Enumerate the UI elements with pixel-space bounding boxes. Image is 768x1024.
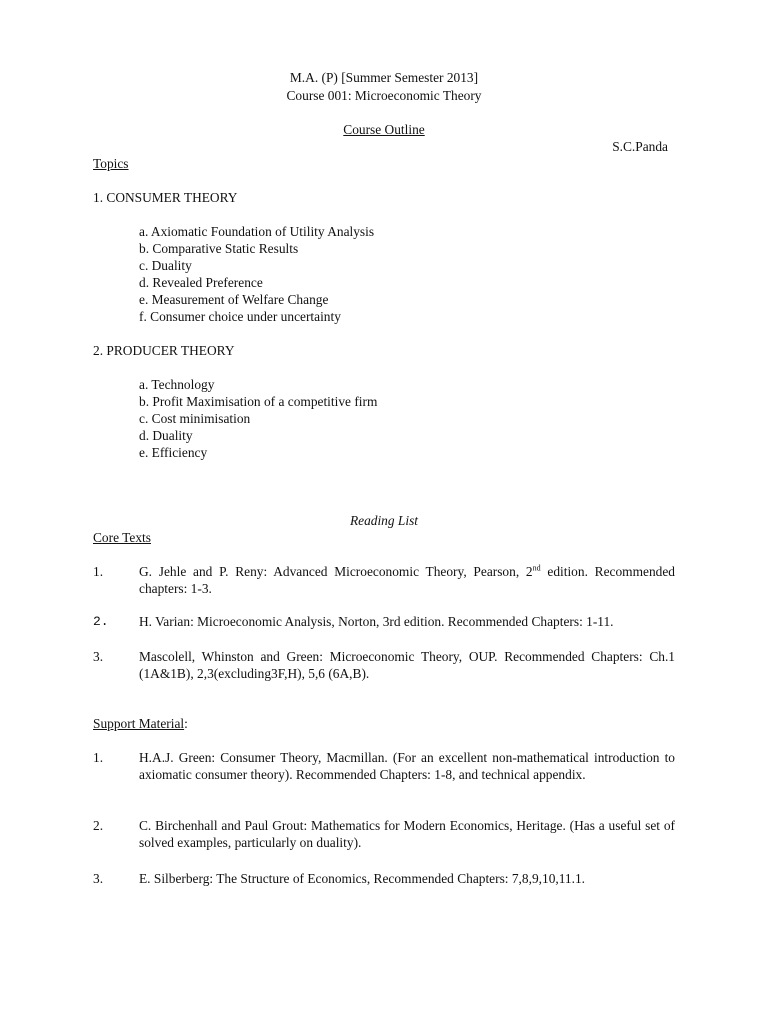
topic-item: a. Axiomatic Foundation of Utility Analysis xyxy=(139,224,375,239)
list-number: 2. xyxy=(93,614,109,629)
list-number: 1. xyxy=(93,564,104,579)
course-title: Course 001: Microeconomic Theory xyxy=(286,88,482,103)
topic-item: d. Duality xyxy=(139,428,193,443)
topic-item: b. Comparative Static Results xyxy=(139,241,299,256)
topic-item: a. Technology xyxy=(139,377,215,392)
superscript: nd xyxy=(532,563,541,573)
course-outline-label: Course Outline xyxy=(343,122,425,137)
reference-text: G. Jehle and P. Reny: Advanced Microeconomic Theory, Pearson, 2nd edition. Recommended chapters: 1-3. xyxy=(139,563,675,596)
core-texts-heading: Core Texts xyxy=(93,530,151,545)
course-outline-heading xyxy=(0,121,768,138)
list-number: 1. xyxy=(93,750,104,765)
author-name: S.C.Panda xyxy=(612,139,668,154)
reading-list-heading: Reading List xyxy=(349,513,419,528)
topic-item: f. Consumer choice under uncertainty xyxy=(139,309,341,324)
support-material-heading: Support Material: xyxy=(93,716,188,731)
section-title: 1. CONSUMER THEORY xyxy=(93,190,238,205)
topic-item: e. Measurement of Welfare Change xyxy=(139,292,329,307)
course-program-title: M.A. (P) [Summer Semester 2013] xyxy=(289,70,479,85)
topic-item: c. Duality xyxy=(139,258,192,273)
section-title: 2. PRODUCER THEORY xyxy=(93,343,235,358)
support-material-label: Support Material xyxy=(93,716,185,731)
reference-text: H.A.J. Green: Consumer Theory, Macmillan. (For an excellent non-mathematical introduction to axiomatic consumer theory). Recommended Chapters: 1-8, and technical appendix. xyxy=(139,750,675,782)
reference-text: H. Varian: Microeconomic Analysis, Norton, 3rd edition. Recommended Chapters: 1-11. xyxy=(139,614,614,629)
list-number: 3. xyxy=(93,871,104,886)
topics-heading: Topics xyxy=(93,156,129,171)
topic-item: d. Revealed Preference xyxy=(139,275,263,290)
reference-text: C. Birchenhall and Paul Grout: Mathematics for Modern Economics, Heritage. (Has a useful set of solved examples, particularly on duality). xyxy=(139,818,675,850)
reference-text: E. Silberberg: The Structure of Economics, Recommended Chapters: 7,8,9,10,11.1. xyxy=(139,871,586,886)
topic-item: c. Cost minimisation xyxy=(139,411,251,426)
list-number: 3. xyxy=(93,649,104,664)
reference-text: Mascolell, Whinston and Green: Microeconomic Theory, OUP. Recommended Chapters: Ch.1 (1A&1B), 2,3(excluding3F,H), 5,6 (6A,B). xyxy=(139,649,675,681)
topic-item: e. Efficiency xyxy=(139,445,208,460)
list-number: 2. xyxy=(93,818,104,833)
topic-item: b. Profit Maximisation of a competitive firm xyxy=(139,394,378,409)
